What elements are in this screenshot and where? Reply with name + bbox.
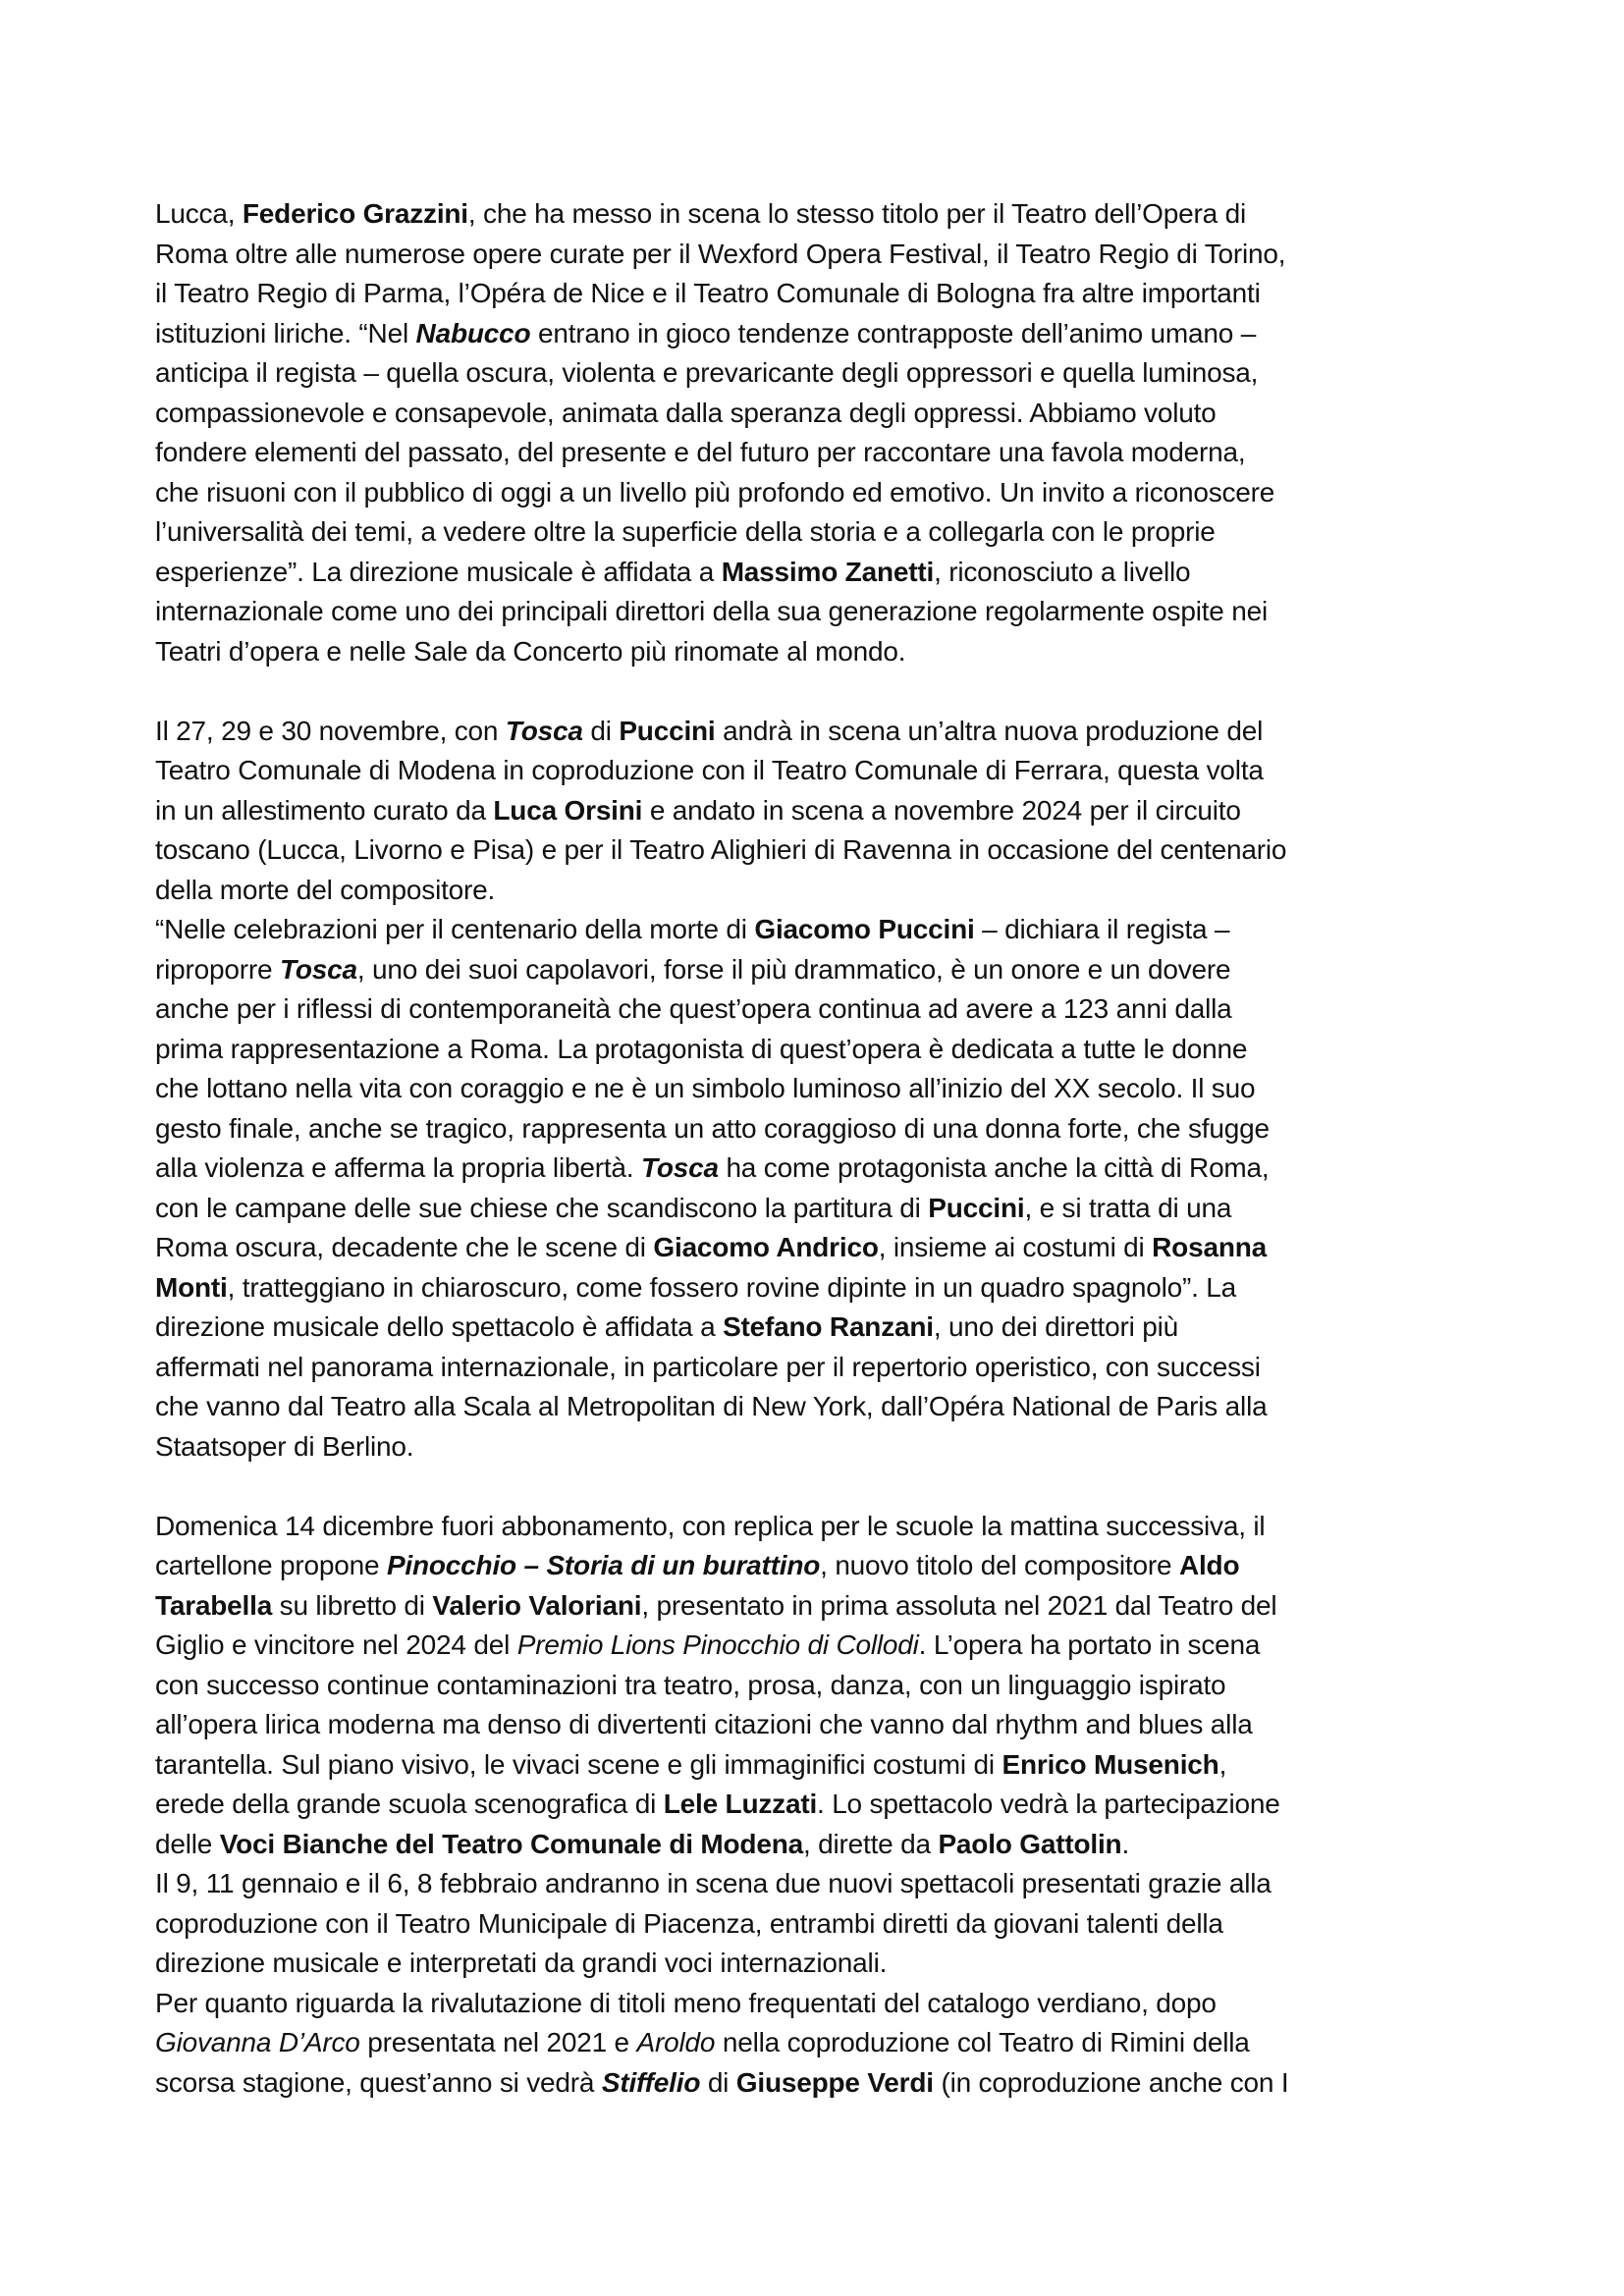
italic-title: Aroldo [636,2027,716,2057]
text-line [155,632,1490,672]
text-run: . L’opera ha portato in scena [918,1629,1261,1660]
text-line [155,1189,1490,1229]
text-run: coproduzione con il Teatro Municipale di Piacenza, entrambi diretti da giovani talenti della [155,1907,1223,1939]
text-line [155,314,1490,354]
text-line [155,553,1490,593]
text-run: , tratteggiano in chiaroscuro, come fossero rovine dipinte in un quadro spagnolo”. La [227,1271,1237,1303]
text-run: Per quanto riguarda la rivalutazione di titoli meno frequentati del catalogo verdiano, dopo [155,1987,1217,2018]
text-run: alla violenza e afferma la propria libertà. [155,1152,641,1183]
text-line [155,1904,1490,1945]
text-line [155,1546,1490,1586]
title-emphasis: Tosca [505,715,583,746]
text-line [155,871,1490,911]
text-line [155,1109,1490,1149]
text-line [155,1745,1490,1786]
text-line [155,1825,1490,1865]
text-run: direzione musicale dello spettacolo è affidata a [155,1311,724,1342]
text-run: entrano in gioco tendenze contrapposte dell’animo umano – [530,317,1257,348]
text-line [155,194,1490,235]
text-line [155,1387,1490,1427]
text-run: all’opera lirica moderna ma denso di divertenti citazioni che vanno dal rhythm and blues alla [155,1709,1253,1739]
text-run: Staatsoper di Berlino. [155,1430,414,1462]
text-line [155,950,1490,990]
title-emphasis: Pinocchio – Storia di un burattino [386,1550,821,1580]
italic-title: Premio Lions Pinocchio di Collodi [516,1629,919,1660]
bold-name: Giacomo Puccini [754,914,975,944]
text-line [155,1427,1490,1468]
text-line [155,791,1490,831]
text-run: , e si tratta di una [1024,1192,1232,1223]
text-run: , uno dei direttori più [933,1311,1178,1342]
text-run: della morte del compositore. [155,874,496,905]
text-run: in un allestimento curato da [155,794,494,826]
text-run: l’universalità dei temi, a vedere oltre la superficie della storia e a collegarla con le proprie [155,516,1216,547]
text-run: compassionevole e consapevole, animata dalla speranza degli oppressi. Abbiamo voluto [155,397,1217,428]
text-line [155,830,1490,871]
text-run: con successo continue contaminazioni tra teatro, prosa, danza, con un linguaggio ispirato [155,1669,1226,1700]
text-run: direzione musicale e interpretati da grandi voci internazionali. [155,1948,888,1978]
text-line [155,910,1490,950]
text-run: anticipa il regista – quella oscura, violenta e prevaricante degli oppressori e quella luminosa, [155,357,1259,388]
bold-name: Aldo [1178,1550,1240,1580]
text-run: Il 27, 29 e 30 novembre, con [155,715,506,746]
text-line [155,1148,1490,1189]
text-line [155,1586,1490,1627]
bold-name: Luca Orsini [493,794,643,826]
text-run: . Lo spettacolo vedrà la partecipazione [817,1789,1280,1819]
text-run: Roma oscura, decadente che le scene di [155,1232,654,1262]
text-run: – dichiara il regista – [974,914,1230,944]
text-line [155,1864,1490,1904]
paragraph-spacer [155,1467,1490,1507]
bold-name: Voci Bianche del Teatro Comunale di Modena [219,1828,803,1859]
text-run: esperienze”. La direzione musicale è affidata a [155,556,722,587]
text-line [155,1984,1490,2024]
text-line [155,394,1490,434]
text-run: Teatri d’opera e nelle Sale da Concerto più rinomate al mondo. [155,635,906,667]
text-line [155,1030,1490,1070]
text-run: delle [155,1828,220,1859]
text-run: e andato in scena a novembre 2024 per il circuito [642,794,1241,826]
text-line [155,1507,1490,1547]
text-run: fondere elementi del passato, del presente e del futuro per raccontare una favola moderna, [155,437,1246,467]
text-run: ha come protagonista anche la città di Roma, [718,1152,1270,1183]
title-emphasis: Nabucco [415,317,531,348]
text-run: (in coproduzione anche con I [933,2066,1289,2098]
text-line [155,1268,1490,1308]
text-line [155,989,1490,1030]
bold-name: Giuseppe Verdi [735,2066,934,2098]
title-emphasis: Tosca [640,1152,719,1183]
text-run: Domenica 14 dicembre fuori abbonamento, con replica per le scuole la mattina successiva, il [155,1510,1266,1541]
paragraph [155,1507,1490,2104]
paragraph [155,194,1490,671]
italic-title: Giovanna D’Arco [155,2027,360,2057]
text-run: Giglio e vincitore nel 2024 del [155,1629,517,1660]
bold-name: Paolo Gattolin [938,1828,1122,1859]
text-line [155,592,1490,632]
text-line [155,1705,1490,1745]
bold-name: Puccini [928,1192,1025,1223]
text-run: erede della grande scuola scenografica di [155,1789,664,1819]
bold-name: Massimo Zanetti [721,556,935,587]
text-run: con le campane delle sue chiese che scandiscono la partitura di [155,1192,929,1223]
text-run: , insieme ai costumi di [878,1232,1153,1262]
text-run: Il 9, 11 gennaio e il 6, 8 febbraio andranno in scena due nuovi spettacoli presentati grazie alla [155,1868,1272,1898]
text-run: , dirette da [802,1828,939,1859]
text-run: Roma oltre alle numerose opere curate per il Wexford Opera Festival, il Teatro Regio di Torino, [155,238,1286,269]
text-run: istituzioni liriche. “Nel [155,317,416,348]
text-line [155,473,1490,513]
text-run: che lottano nella vita con coraggio e ne è un simbolo luminoso all’inizio del XX secolo. Il suo [155,1073,1256,1103]
text-run: su libretto di [272,1589,433,1621]
text-run: Teatro Comunale di Modena in coproduzione con il Teatro Comunale di Ferrara, questa volta [155,755,1264,785]
document-page [155,194,1490,2103]
text-line [155,433,1490,473]
bold-name: Enrico Musenich [1001,1748,1219,1780]
text-line [155,1308,1490,1348]
bold-name: Lele Luzzati [663,1789,818,1819]
title-emphasis: Tosca [279,953,357,985]
text-line [155,1069,1490,1109]
text-line [155,1666,1490,1706]
text-line [155,2063,1490,2104]
text-line [155,1785,1490,1825]
text-run: internazionale come uno dei principali direttori della sua generazione regolarmente ospite nei [155,596,1269,626]
text-run: cartellone propone [155,1550,387,1580]
text-run: , nuovo titolo del compositore [820,1550,1179,1580]
text-run: prima rappresentazione a Roma. La protagonista di quest’opera è dedicata a tutte le donne [155,1033,1248,1064]
text-run: toscano (Lucca, Livorno e Pisa) e per il Teatro Alighieri di Ravenna in occasione del centenario [155,834,1287,865]
text-run: anche per i riflessi di contemporaneità che quest’opera continua ad avere a 123 anni dalla [155,993,1232,1024]
text-run: , [1218,1748,1227,1780]
title-emphasis: Stiffelio [601,2066,701,2098]
text-run: riproporre [155,953,280,985]
text-run: tarantella. Sul piano visivo, le vivaci scene e gli immaginifici costumi di [155,1748,1002,1780]
text-run: Lucca, [155,198,243,229]
text-run: “Nelle celebrazioni per il centenario della morte di [155,914,755,944]
text-line [155,1228,1490,1268]
text-run: . [1121,1828,1130,1859]
text-line [155,274,1490,314]
text-line [155,1944,1490,1984]
bold-name: Valerio Valoriani [432,1589,642,1621]
text-run: nella coproduzione col Teatro di Rimini della [715,2027,1250,2057]
text-run: il Teatro Regio di Parma, l’Opéra de Nice e il Teatro Comunale di Bologna fra altre importanti [155,278,1261,308]
bold-name: Monti [155,1271,228,1303]
text-run: scorsa stagione, quest’anno si vedrà [155,2066,602,2098]
text-run: di [582,715,620,746]
text-line [155,712,1490,752]
text-run: , riconosciuto a livello [934,556,1191,587]
text-run: andrà in scena un’altra nuova produzione del [715,715,1264,746]
bold-name: Puccini [619,715,716,746]
text-run: di [700,2066,736,2098]
text-line [155,2023,1490,2063]
text-line [155,353,1490,394]
bold-name: Tarabella [155,1589,273,1621]
bold-name: Federico Grazzini [242,198,468,229]
paragraph [155,712,1490,1468]
bold-name: Giacomo Andrico [653,1232,879,1262]
text-line [155,235,1490,275]
text-run: affermati nel panorama internazionale, in particolare per il repertorio operistico, con successi [155,1351,1261,1382]
bold-name: Rosanna [1152,1232,1268,1262]
text-line [155,751,1490,791]
text-run: che vanno dal Teatro alla Scala al Metropolitan di New York, dall’Opéra National de Paris alla [155,1391,1268,1421]
text-run: gesto finale, anche se tragico, rappresenta un atto coraggioso di una donna forte, che sfugge [155,1112,1270,1144]
text-line [155,1626,1490,1666]
text-run: , uno dei suoi capolavori, forse il più drammatico, è un onore e un dovere [356,953,1231,985]
text-run: , che ha messo in scena lo stesso titolo per il Teatro dell’Opera di [467,198,1246,229]
text-run: , presentato in prima assoluta nel 2021 dal Teatro del [641,1589,1277,1621]
text-line [155,1348,1490,1388]
text-run: presentata nel 2021 e [359,2027,637,2057]
text-run: che risuoni con il pubblico di oggi a un livello più profondo ed emotivo. Un invito a riconoscere [155,476,1275,507]
text-line [155,512,1490,553]
bold-name: Stefano Ranzani [723,1311,934,1342]
paragraph-spacer [155,671,1490,712]
